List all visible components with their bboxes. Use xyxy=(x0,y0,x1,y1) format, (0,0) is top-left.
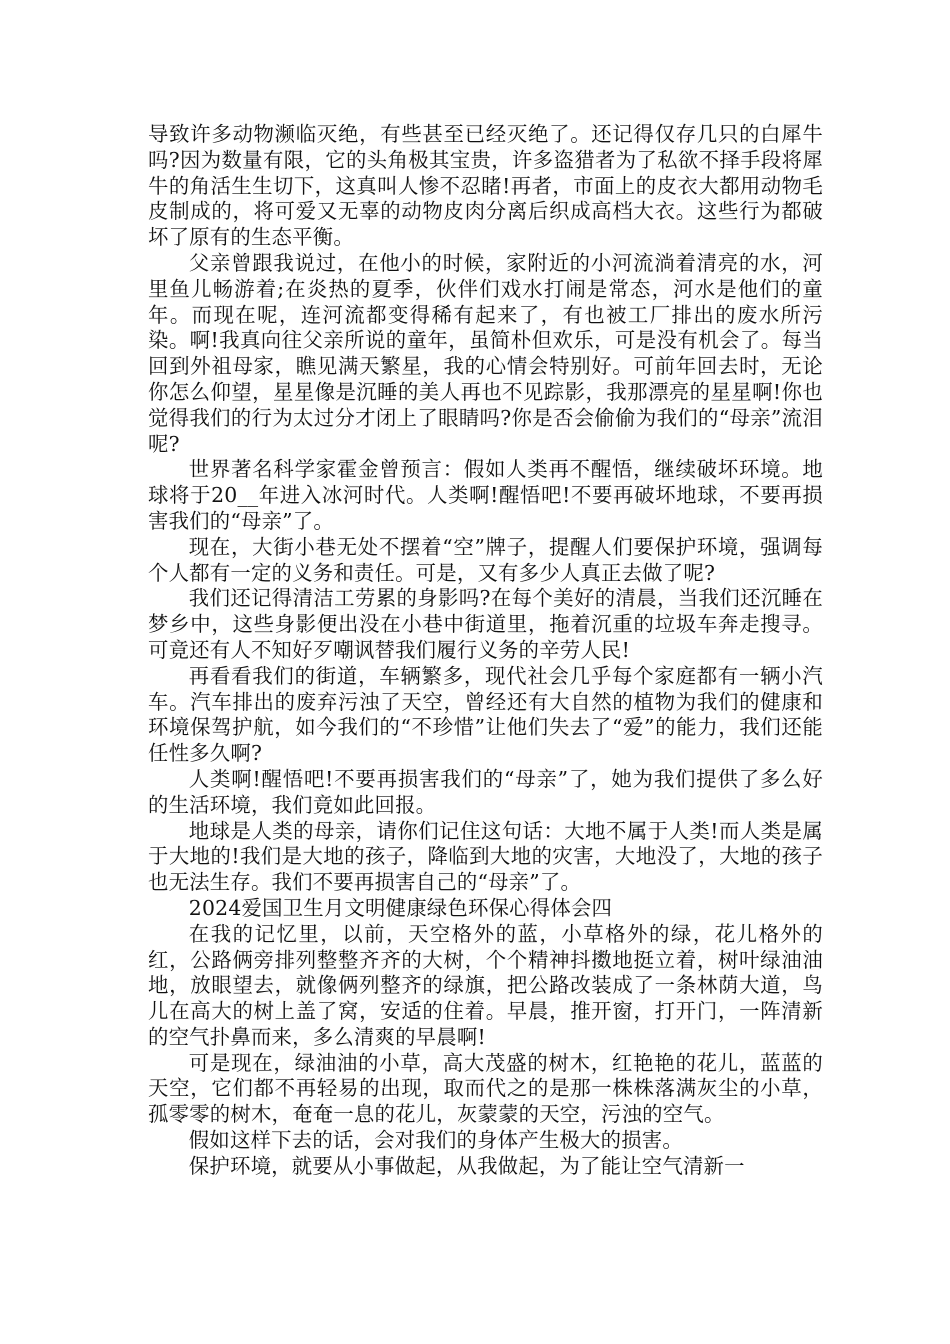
paragraph-10: 可是现在，绿油油的小草，高大茂盛的树木，红艳艳的花儿，蓝蓝的天空，它们都不再轻易的出现，取而代之的是那一株株落满灰尘的小草，孤零零的树木，奄奄一息的花儿，灰蒙蒙的天空，污浊的空气。 xyxy=(148,1050,823,1127)
paragraph-5: 我们还记得清洁工劳累的身影吗?在每个美好的清晨，当我们还沉睡在梦乡中，这些身影便出没在小巷中街道里，拖着沉重的垃圾车奔走搜寻。可竟还有人不知好歹嘲讽替我们履行义务的辛劳人民! xyxy=(148,586,823,662)
paragraph-2: 父亲曾跟我说过，在他小的时候，家附近的小河流淌着清亮的水，河里鱼儿畅游着;在炎热的夏季，伙伴们戏水打闹是常态，河水是他们的童年。而现在呢，连河流都变得稀有起来了，有也被工厂排出的废水所污染。啊!我真向往父亲所说的童年，虽简朴但欢乐，可是没有机会了。每当回到外祖母家，瞧见满天繁星，我的心情会特别好。可前年回去时，无论你怎么仰望，星星像是沉睡的美人再也不见踪影，我那漂亮的星星啊!你也觉得我们的行为太过分才闭上了眼睛吗?你是否会偷偷为我们的“母亲”流泪呢? xyxy=(148,250,823,456)
paragraph-3: 世界著名科学家霍金曾预言：假如人类再不醒悟，继续破坏环境。地球将于20__年进入冰河时代。人类啊!醒悟吧!不要再破坏地球，不要再损害我们的“母亲”了。 xyxy=(148,457,823,533)
paragraph-8: 地球是人类的母亲，请你们记住这句话：大地不属于人类!而人类是属于大地的!我们是大地的孩子，降临到大地的灾害，大地没了，大地的孩子也无法生存。我们不要再损害自己的“母亲”了。 xyxy=(148,818,823,895)
paragraph-7: 人类啊!醒悟吧!不要再损害我们的“母亲”了，她为我们提供了多么好的生活环境，我们竟如此回报。 xyxy=(148,766,823,817)
paragraph-4: 现在，大街小巷无处不摆着“空”牌子，提醒人们要保护环境，强调每个人都有一定的义务和责任。可是，又有多少人真正去做了呢? xyxy=(148,534,823,585)
paragraph-11: 假如这样下去的话，会对我们的身体产生极大的损害。 xyxy=(188,1128,683,1153)
paragraph-12: 保护环境，就要从小事做起，从我做起，为了能让空气清新一 xyxy=(188,1153,745,1178)
paragraph-6: 再看看我们的街道，车辆繁多，现代社会几乎每个家庭都有一辆小汽车。汽车排出的废弃污浊了天空，曾经还有大自然的植物为我们的健康和环境保驾护航，如今我们的“不珍惜”让他们失去了“爱”的能力，我们还能任性多久啊? xyxy=(148,663,823,766)
section-heading: 2024爱国卫生月文明健康绿色环保心得体会四 xyxy=(188,895,613,920)
paragraph-9: 在我的记忆里，以前，天空格外的蓝，小草格外的绿，花儿格外的红，公路俩旁排列整整齐齐的大树，个个精神抖擞地挺立着，树叶绿油油地，放眼望去，就像俩列整齐的绿旗，把公路改装成了一条林荫大道，鸟儿在高大的树上盖了窝，安适的住着。早晨，推开窗，打开门，一阵清新的空气扑鼻而来，多么清爽的早晨啊! xyxy=(148,921,823,1049)
document-body xyxy=(148,122,823,1180)
paragraph-1: 导致许多动物濒临灭绝，有些甚至已经灭绝了。还记得仅存几只的白犀牛吗?因为数量有限，它的头角极其宝贵，许多盗猎者为了私欲不择手段将犀牛的角活生生切下，这真叫人惨不忍睹!再者，市面上的皮衣大都用动物毛皮制成的，将可爱又无辜的动物皮肉分离后织成高档大衣。这些行为都破坏了原有的生态平衡。 xyxy=(148,122,823,250)
